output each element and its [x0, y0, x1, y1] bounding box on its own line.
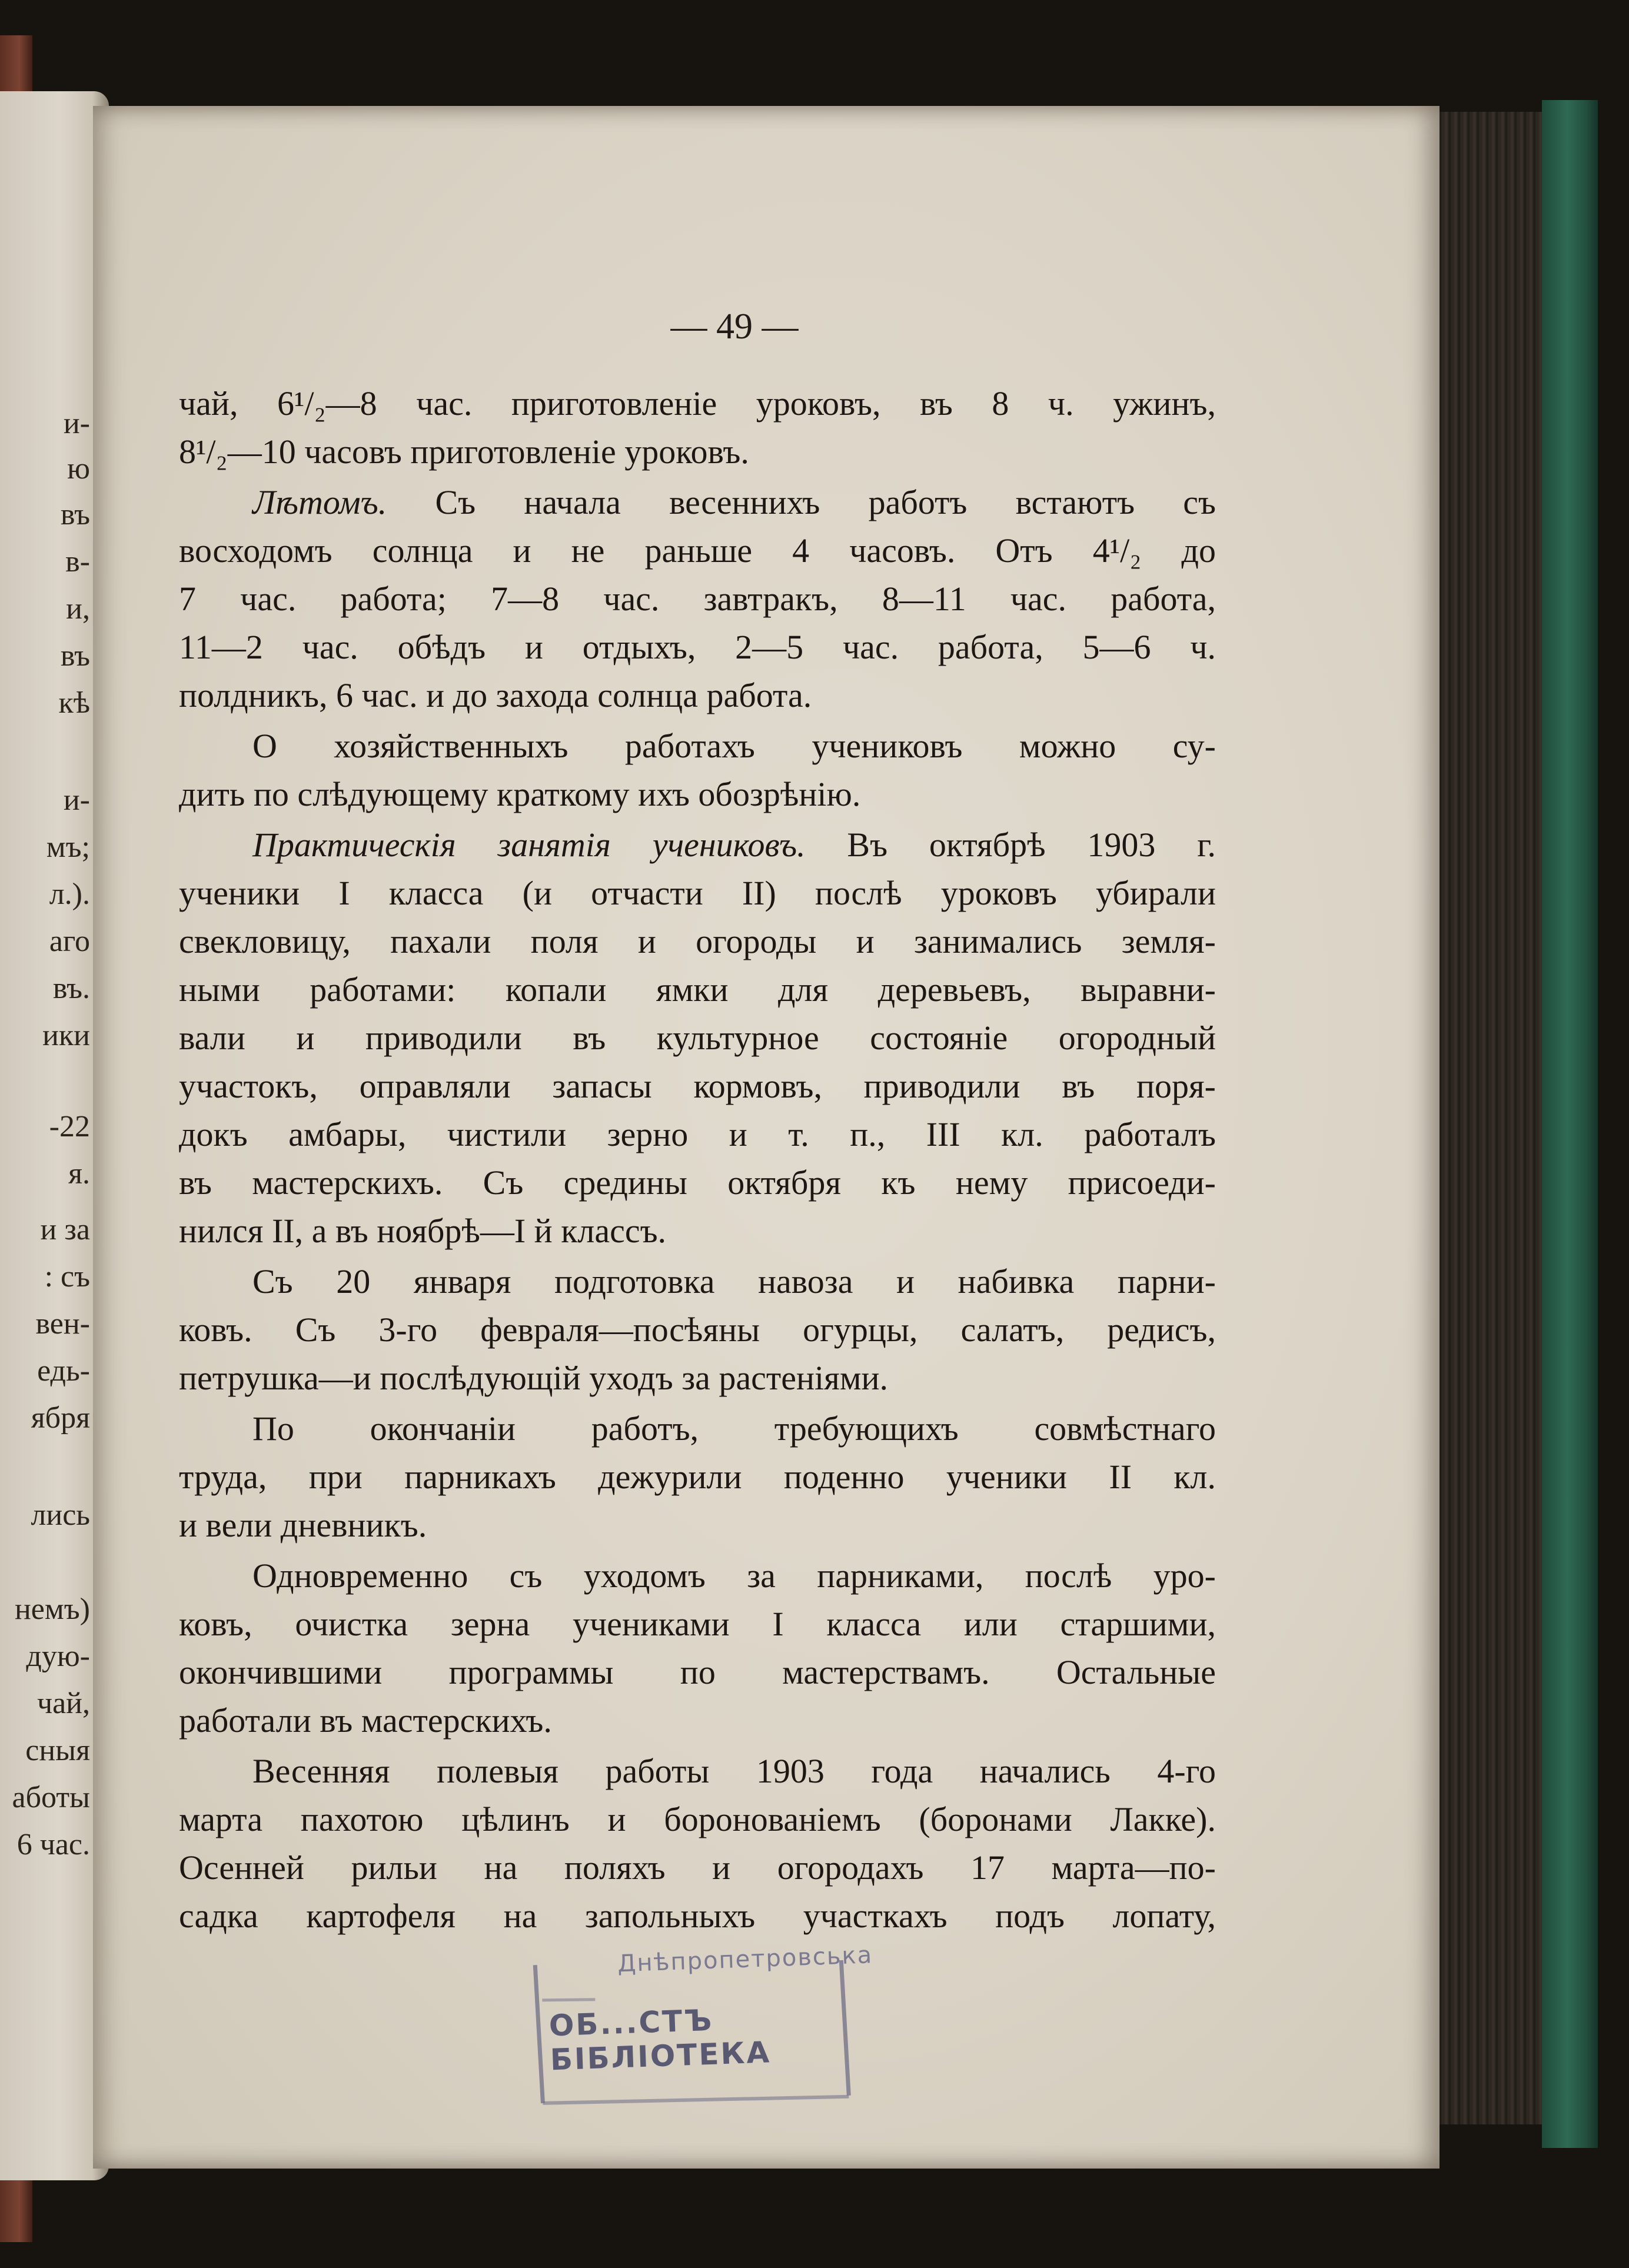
left-page-line: ю	[67, 452, 90, 485]
text-line: работали въ мастерскихъ.	[179, 1701, 552, 1740]
text-line: ученики I класса (и отчасти II) послѣ уроковъ убирали	[179, 874, 1216, 912]
left-page-line: ики	[42, 1019, 90, 1052]
left-page-line: л.).	[49, 877, 90, 911]
text-line: 7 час. работа; 7—8 час. завтракъ, 8—11 час. работа,	[179, 580, 1216, 618]
text-line: марта пахотою цѣлинъ и боронованіемъ (боронами Лакке).	[179, 1800, 1216, 1838]
text-line: ковъ. Съ 3-го февраля—посѣяны огурцы, салатъ, редисъ,	[179, 1311, 1216, 1349]
paragraph	[179, 478, 1216, 720]
text-line: дить по слѣдующему краткому ихъ обозрѣнію.	[179, 775, 861, 813]
text-line: и вели дневникъ.	[179, 1506, 427, 1544]
paragraph	[179, 1258, 1216, 1402]
run-in-heading: Практическія занятія учениковъ.	[252, 826, 806, 864]
text-line: ными работами: копали ямки для деревьевъ, выравни-	[179, 970, 1216, 1009]
text-run: Съ начала весеннихъ работъ встаютъ съ	[435, 483, 1216, 521]
text-line: полдникъ, 6 час. и до захода солнца работа.	[179, 676, 812, 714]
left-page-line: и-	[63, 783, 90, 817]
text-line: По окончаніи работъ, требующихъ совмѣстнаго	[252, 1409, 1216, 1448]
text-line: свекловицу, пахали поля и огороды и занимались земля-	[179, 922, 1216, 960]
left-page-line: въ	[60, 498, 90, 531]
text-line: петрушка—и послѣдующій уходъ за растеніями.	[179, 1359, 889, 1397]
text-line: О хозяйственныхъ работахъ учениковъ можно су-	[252, 727, 1216, 765]
left-page-line: и,	[66, 592, 90, 626]
paragraph	[179, 1552, 1216, 1745]
text-line: окончившими программы по мастерствамъ. Остальные	[179, 1653, 1216, 1691]
text-line	[179, 821, 1216, 869]
text-line: садка картофеля на запольныхъ участкахъ подъ лопату,	[179, 1897, 1216, 1935]
left-page-line: -22	[49, 1110, 90, 1143]
paragraph	[179, 821, 1216, 1255]
left-page-line: аго	[49, 925, 90, 958]
text-line: 11—2 час. обѣдъ и отдыхъ, 2—5 час. работа, 5—6 ч.	[179, 628, 1216, 666]
paragraph	[179, 722, 1216, 819]
text-line: участокъ, оправляли запасы кормовъ, приводили въ поря-	[179, 1067, 1216, 1105]
library-stamp	[523, 1936, 873, 2116]
text-line	[179, 478, 1216, 527]
left-page-line: кѣ	[58, 686, 90, 720]
text-line: восходомъ солнца и не раньше 4 часовъ. Отъ 4¹/₂ до	[179, 531, 1216, 570]
left-page-line: я.	[68, 1157, 90, 1190]
page-text	[179, 380, 1216, 1940]
text-line: Съ 20 января подготовка навоза и набивка парни-	[252, 1262, 1216, 1301]
text-line: Осенней рильи на поляхъ и огородахъ 17 марта—по-	[179, 1848, 1216, 1887]
left-page-line: дую-	[26, 1640, 90, 1673]
left-page-line: въ.	[52, 972, 90, 1005]
text-line: труда, при парникахъ дежурили поденно ученики II кл.	[179, 1458, 1216, 1496]
left-page-line: в-	[65, 545, 90, 578]
left-page-line: сныя	[25, 1734, 90, 1767]
text-run: Въ октябрѣ 1903 г.	[847, 826, 1216, 864]
left-page-line: мъ;	[46, 830, 90, 864]
text-line: нился II, а въ ноябрѣ—I й классъ.	[179, 1212, 667, 1250]
book-cover-edge	[1542, 100, 1598, 2148]
left-page-line: вен-	[35, 1307, 90, 1341]
text-line: 8¹/₂—10 часовъ приготовленіе уроковъ.	[179, 433, 749, 471]
main-page	[93, 106, 1439, 2169]
paragraph	[179, 1405, 1216, 1549]
text-line: докъ амбары, чистили зерно и т. п., III кл. работалъ	[179, 1115, 1216, 1153]
left-page-line: аботы	[12, 1781, 90, 1814]
left-page-line: и-	[63, 407, 90, 440]
paragraph	[179, 380, 1216, 476]
text-line: чай, 6¹/₂—8 час. приготовленіе уроковъ, въ 8 ч. ужинъ,	[179, 384, 1216, 423]
text-line: вали и приводили въ культурное состояніе огородный	[179, 1019, 1216, 1057]
text-line: Весенняя полевыя работы 1903 года начались 4-го	[252, 1752, 1216, 1790]
left-page-line: немъ)	[14, 1592, 90, 1626]
left-page-line: и за	[40, 1213, 90, 1246]
stamp-text: Днѣпропетровська	[617, 1941, 873, 1978]
left-page-line: въ	[60, 639, 90, 673]
left-page-line: : съ	[44, 1260, 90, 1293]
left-page-line: лись	[31, 1498, 90, 1532]
left-page-line: 6 час.	[16, 1828, 90, 1861]
page-number: — 49 —	[670, 307, 799, 347]
paragraph	[179, 1747, 1216, 1940]
text-line: Одновременно съ уходомъ за парниками, послѣ уро-	[252, 1557, 1216, 1595]
stamp-text: ОБ...СТЪ БІБЛІОТЕКА	[548, 2003, 772, 2077]
left-page-line: ября	[31, 1401, 90, 1435]
text-line: въ мастерскихъ. Съ средины октября къ нему присоеди-	[179, 1163, 1216, 1202]
left-page-line: чай,	[36, 1687, 90, 1720]
run-in-heading: Лѣтомъ.	[252, 483, 387, 521]
text-line: ковъ, очистка зерна учениками I класса или старшими,	[179, 1605, 1216, 1643]
page-edges	[1424, 112, 1545, 2124]
left-page-line: едь-	[37, 1354, 90, 1388]
